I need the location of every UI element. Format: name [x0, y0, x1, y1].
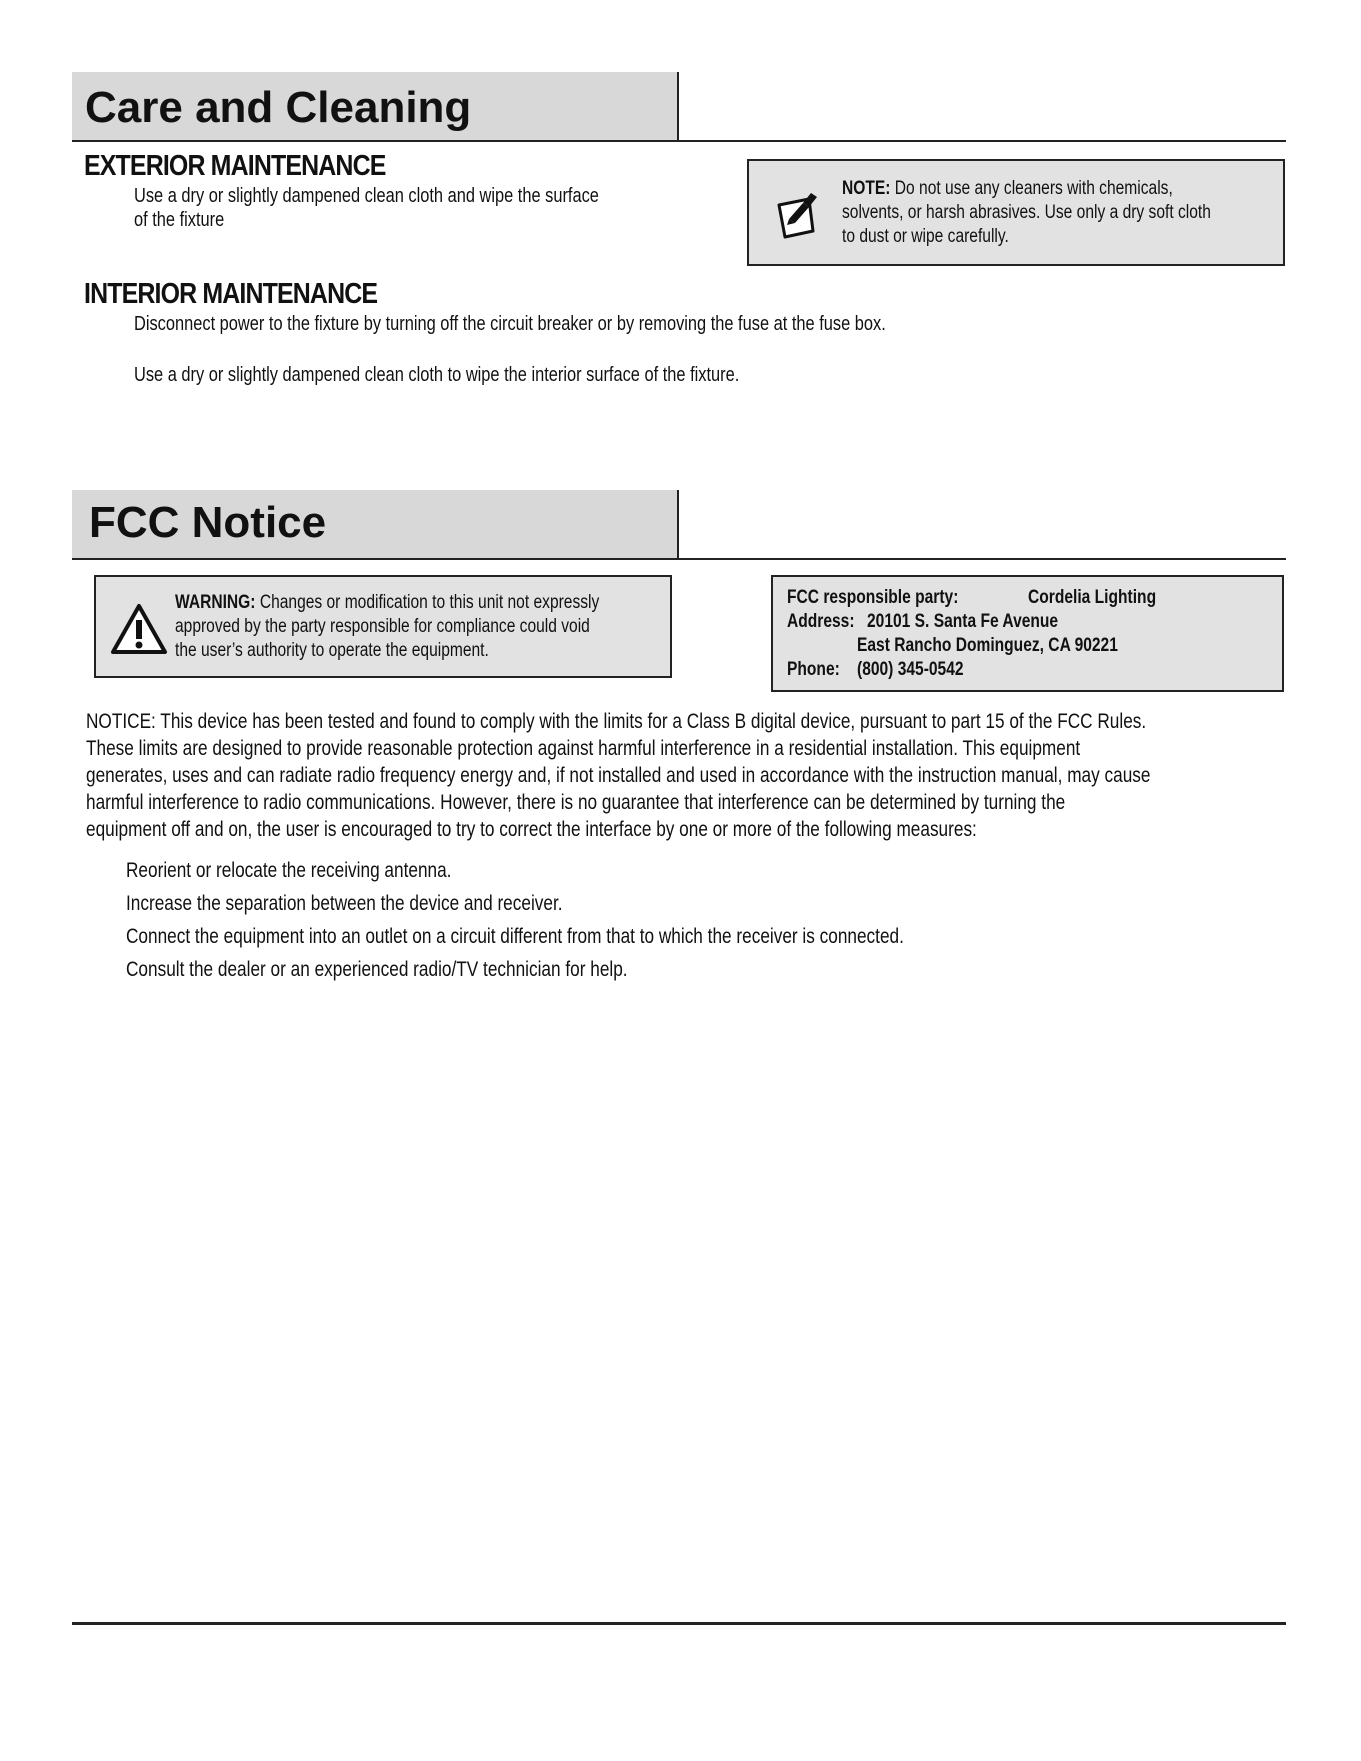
exterior-text-line-1: Use a dry or slightly dampened clean cloth and wipe the surface — [134, 185, 599, 207]
warning-line-2: approved by the party responsible for compliance could void — [175, 616, 590, 637]
phone-value: (800) 345-0542 — [857, 659, 964, 680]
notice-line-3: generates, uses and can radiate radio frequency energy and, if not installed and used in accordance with the instruction manual, may cause — [86, 764, 1151, 787]
note-line-3: to dust or wipe carefully. — [842, 226, 1009, 247]
fcc-section-rule — [72, 558, 1286, 560]
address-label: Address: — [787, 611, 855, 632]
notice-line-4: harmful interference to radio communications. However, there is no guarantee that interference can be determined by turning the — [86, 791, 1066, 814]
note-text-1: Do not use any cleaners with chemicals, — [894, 178, 1173, 199]
note-pencil-icon — [773, 185, 823, 241]
footer-rule — [72, 1622, 1286, 1625]
note-label: NOTE: — [842, 178, 891, 199]
notice-line-5: equipment off and on, the user is encouraged to try to correct the interface by one or more of the following measures: — [86, 818, 977, 841]
note-line-1 — [842, 177, 1173, 201]
note-line-2: solvents, or harsh abrasives. Use only a dry soft cloth — [842, 202, 1211, 223]
address-line-1: 20101 S. Santa Fe Avenue — [867, 611, 1059, 632]
notice-line-2: These limits are designed to provide reasonable protection against harmful interference in a residential installation. This equipment — [86, 737, 1081, 760]
warning-triangle-icon — [110, 603, 168, 655]
fcc-notice-paragraph — [86, 708, 1283, 843]
care-section-rule — [72, 140, 1286, 142]
fcc-measures-list — [126, 854, 904, 986]
list-item: Increase the separation between the device and receiver. — [126, 892, 563, 915]
fcc-title: FCC Notice — [89, 498, 327, 547]
phone-label: Phone: — [787, 659, 840, 680]
care-title: Care and Cleaning — [85, 83, 472, 132]
warning-text-1: Changes or modification to this unit not expressly — [259, 592, 600, 613]
list-item: Reorient or relocate the receiving antenna. — [126, 859, 452, 882]
party-label: FCC responsible party: — [787, 587, 959, 608]
interior-heading: INTERIOR MAINTENANCE — [84, 278, 378, 310]
party-value: Cordelia Lighting — [1028, 587, 1157, 608]
warning-line-1 — [175, 591, 599, 615]
list-item: Connect the equipment into an outlet on a circuit different from that to which the receiver is connected. — [126, 925, 904, 948]
exterior-text-line-2: of the fixture — [134, 209, 225, 231]
list-item: Consult the dealer or an experienced radio/TV technician for help. — [126, 958, 628, 981]
address-line-2: East Rancho Dominguez, CA 90221 — [857, 635, 1118, 656]
interior-paragraph-2: Use a dry or slightly dampened clean cloth to wipe the interior surface of the fixture. — [134, 364, 740, 386]
exterior-heading: EXTERIOR MAINTENANCE — [84, 150, 386, 182]
notice-line-1: NOTICE: This device has been tested and found to comply with the limits for a Class B digital device, pursuant to part 15 of the FCC Rules. — [86, 710, 1147, 733]
warning-label: WARNING: — [175, 592, 256, 613]
warning-line-3: the user’s authority to operate the equipment. — [175, 640, 489, 661]
interior-paragraph-1: Disconnect power to the fixture by turning off the circuit breaker or by removing the fuse at the fuse box. — [134, 313, 886, 335]
